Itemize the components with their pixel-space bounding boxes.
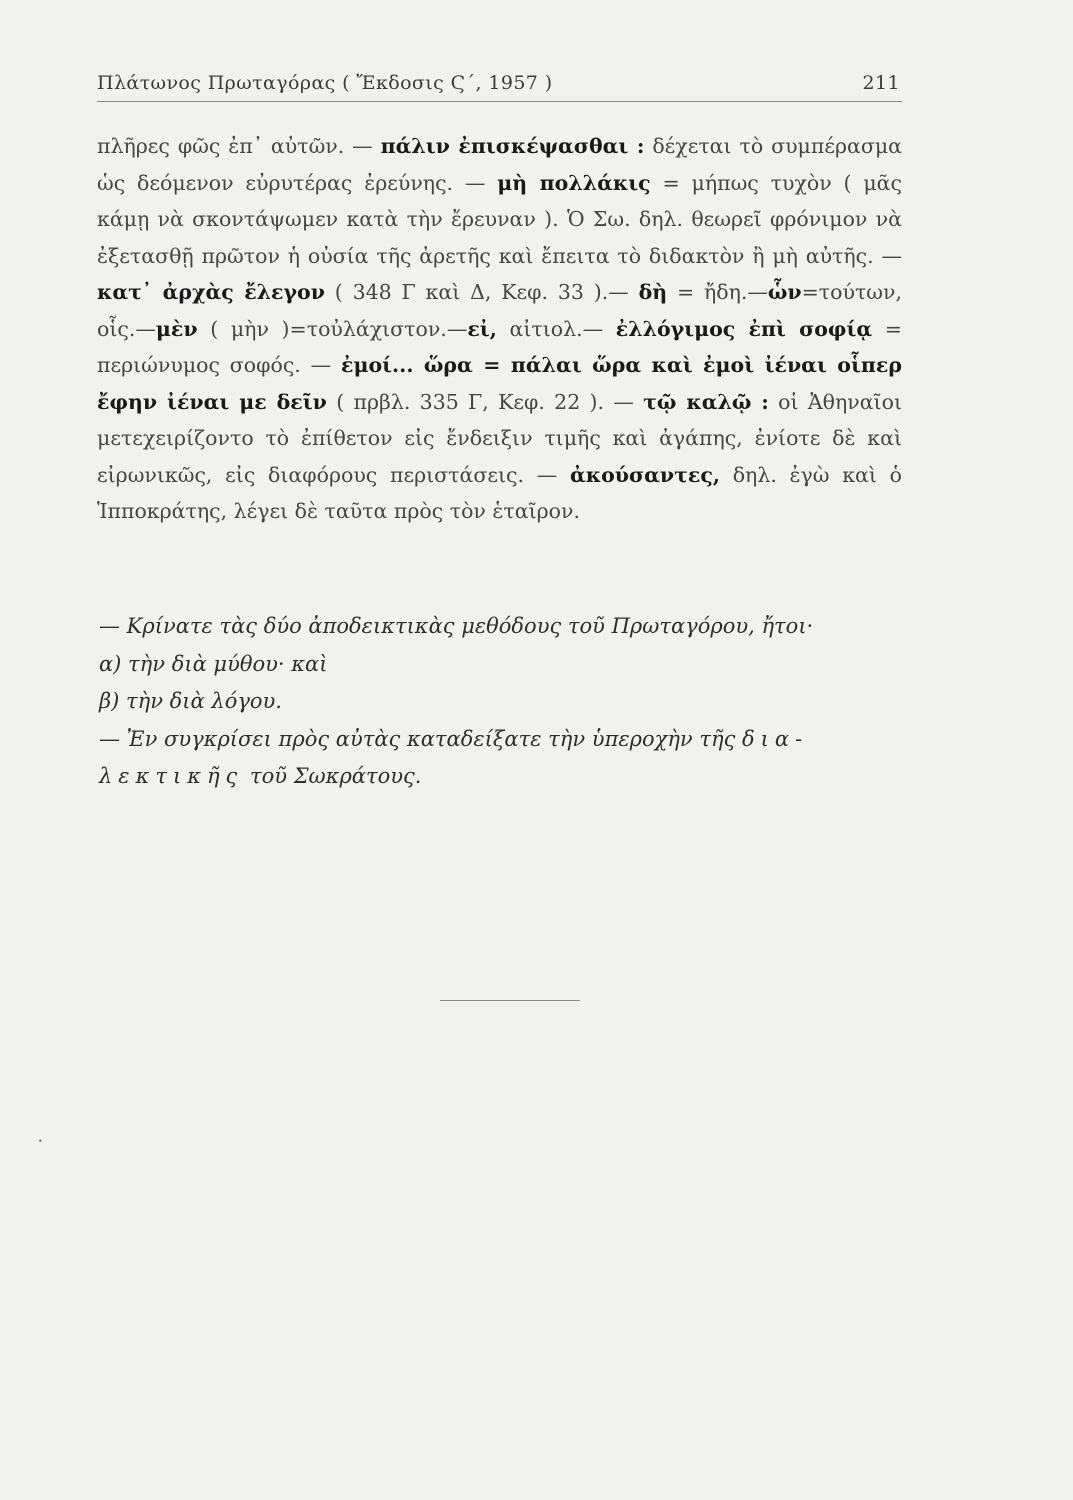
commentary-text: ( μὴν )=τοὐλάχιστον.— bbox=[197, 316, 468, 341]
header-rule bbox=[97, 101, 902, 102]
closing-rule bbox=[440, 1000, 580, 1001]
commentary-text: =τούτων, οἷς.— bbox=[97, 280, 902, 341]
commentary-lemma: μὴ πολλάκις bbox=[497, 170, 651, 195]
exercise-block bbox=[97, 608, 902, 796]
paper-speck: • bbox=[38, 1137, 43, 1146]
exercise-line: α) τὴν διὰ μύθου· καὶ bbox=[99, 651, 328, 676]
spaced-word: λεκτικῆς bbox=[99, 764, 244, 788]
running-title: Πλάτωνος Πρωταγόρας ( Ἔκδοσις Ϛ΄, 1957 ) bbox=[97, 72, 553, 94]
commentary-paragraph bbox=[97, 128, 902, 530]
commentary-lemma: εἰ, bbox=[467, 316, 497, 341]
commentary-text: = ἤδη.— bbox=[667, 280, 768, 304]
commentary-lemma: ἐλλόγιμος ἐπὶ σοφίᾳ bbox=[615, 316, 873, 341]
commentary-block bbox=[97, 128, 902, 530]
exercise-text: τοῦ Σωκράτους. bbox=[243, 764, 422, 788]
exercise-line: — Κρίνατε τὰς δύο ἀποδεικτικὰς μεθόδους τοῦ Πρωταγόρου, ἤτοι· bbox=[99, 614, 814, 638]
commentary-text: δηλ. ἐγὼ καὶ ὁ Ἱπποκράτης, λέγει δὲ ταῦτα πρὸς τὸν ἑταῖρον. bbox=[97, 462, 902, 523]
spaced-word: δια- bbox=[742, 726, 809, 751]
commentary-lemma: ἐμοί... ὥρα = πάλαι ὥρα καὶ ἐμοὶ ἰέναι οἷπερ ἔφην ἰέναι με δεῖν bbox=[97, 353, 903, 414]
commentary-lemma: ἀκούσαντες, bbox=[569, 462, 720, 487]
commentary-text: οἱ Ἀθηναῖοι μετεχειρίζοντο τὸ ἐπίθετον εἰς ἔνδειξιν τιμῆς καὶ ἀγάπης, ἐνίοτε δὲ καὶ εἰρωνικῶς, εἰς διαφόρους περιστάσεις. — bbox=[97, 389, 902, 487]
commentary-text: = περιώνυμος σοφός. — bbox=[97, 316, 902, 377]
commentary-lemma: κατ᾽ ἀρχὰς ἔλεγον bbox=[97, 280, 325, 304]
commentary-lemma: πάλιν ἐπισκέψασθαι : bbox=[380, 134, 645, 158]
page-number: 211 bbox=[862, 72, 900, 94]
commentary-text: = μήπως τυχὸν ( μᾶς κάμῃ νὰ σκοντάψωμεν κατὰ τὴν ἔρευναν ). Ὁ Σω. δηλ. θεωρεῖ φρόνιμον νὰ ἐξετασθῇ πρῶτον ἡ οὐσία τῆς ἀρετῆς καὶ ἔπειτα τὸ διδακτὸν ἢ μὴ αὐτῆς. — bbox=[97, 170, 903, 268]
commentary-text: αἰτιολ.— bbox=[496, 316, 616, 341]
commentary-text: ( πρβλ. 335 Γ, Κεφ. 22 ). — bbox=[326, 389, 644, 414]
commentary-lemma: μὲν bbox=[155, 316, 198, 341]
exercise-line: β) τὴν διὰ λόγου. bbox=[99, 689, 282, 713]
exercise-line bbox=[97, 758, 902, 796]
commentary-lemma: τῷ καλῷ : bbox=[643, 389, 769, 414]
commentary-text: δέχεται τὸ συμπέρασμα ὡς δεόμενον εὐρυτέρας ἐρεύνης. — bbox=[97, 134, 902, 195]
commentary-lemma: δὴ bbox=[638, 280, 668, 304]
exercise-text: — Ἐν συγκρίσει πρὸς αὐτὰς καταδείξατε τὴν ὑπεροχὴν τῆς bbox=[99, 726, 743, 751]
commentary-lemma: ὧν bbox=[767, 280, 802, 304]
commentary-text: ( 348 Γ καὶ Δ, Κεφ. 33 ).— bbox=[324, 280, 639, 304]
exercise-line bbox=[97, 721, 902, 759]
commentary-text: πλῆρες φῶς ἐπ᾽ αὐτῶν. — bbox=[97, 134, 381, 158]
